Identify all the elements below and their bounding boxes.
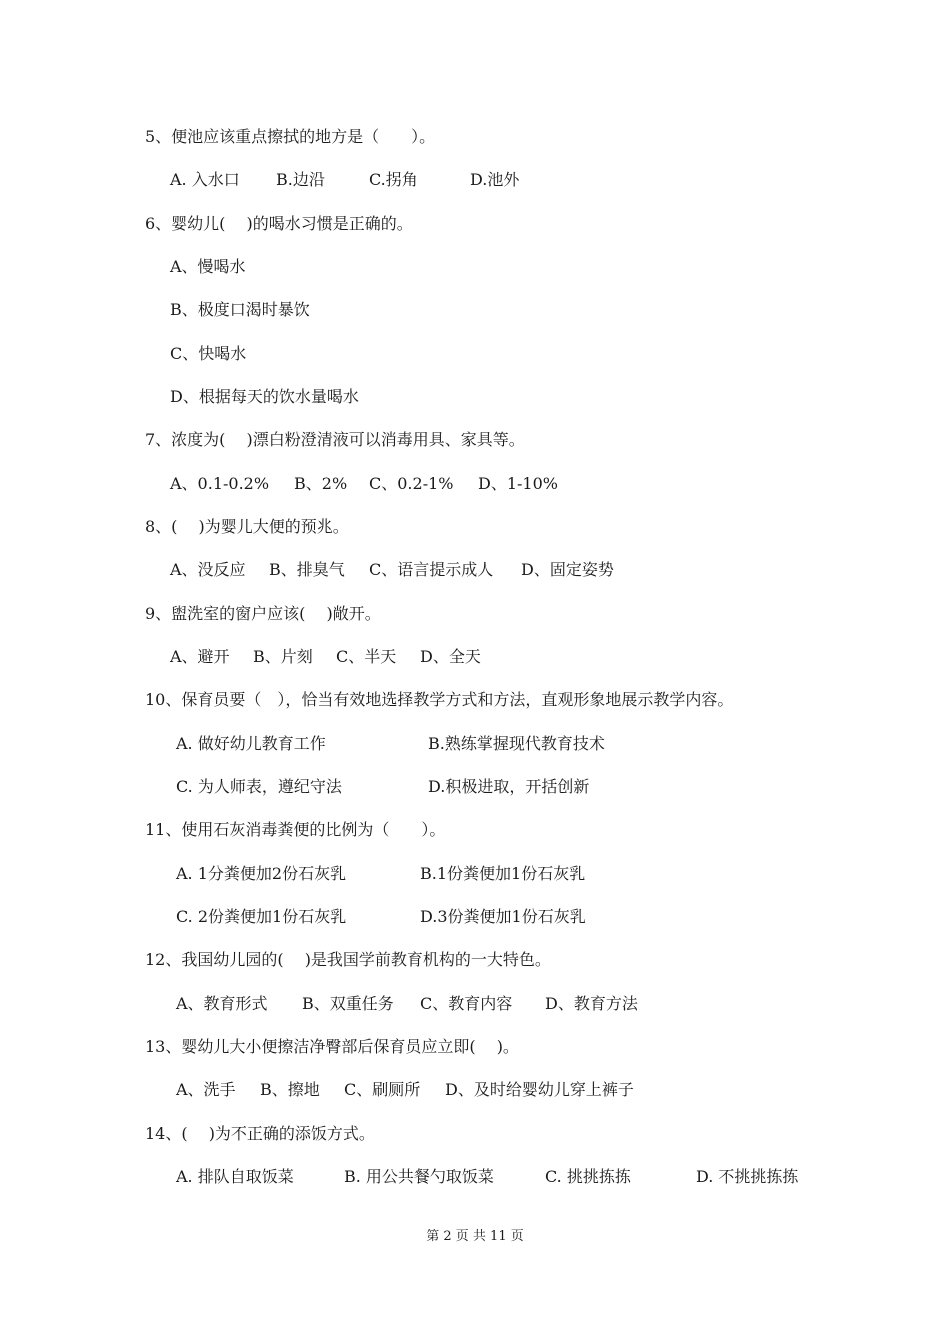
question-5-option-c: C.拐角 bbox=[369, 170, 418, 189]
question-10-option-b: B.熟练掌握现代教育技术 bbox=[428, 734, 605, 753]
question-7-option-c: C、0.2-1% bbox=[369, 474, 454, 493]
question-8-stem: 8、( )为婴儿大便的预兆。 bbox=[145, 517, 349, 536]
question-6-option-d: D、根据每天的饮水量喝水 bbox=[170, 387, 359, 406]
question-8-option-a: A、没反应 bbox=[170, 560, 246, 579]
question-14-option-b: B. 用公共餐勺取饭菜 bbox=[344, 1167, 494, 1186]
question-8-option-c: C、语言提示成人 bbox=[369, 560, 494, 579]
question-12-option-c: C、教育内容 bbox=[420, 994, 513, 1013]
question-10-option-d: D.积极进取，开括创新 bbox=[428, 777, 590, 796]
question-11-stem: 11、使用石灰消毒粪便的比例为（ ）。 bbox=[145, 820, 446, 839]
question-13-stem: 13、婴幼儿大小便擦洁净臀部后保育员应立即( )。 bbox=[145, 1037, 519, 1056]
question-6-option-a: A、慢喝水 bbox=[170, 257, 246, 276]
question-12-stem: 12、我国幼儿园的( )是我国学前教育机构的一大特色。 bbox=[145, 950, 551, 969]
question-13-option-b: B、擦地 bbox=[260, 1080, 320, 1099]
question-9-option-b: B、片刻 bbox=[253, 647, 313, 666]
question-13-option-a: A、洗手 bbox=[176, 1080, 236, 1099]
question-11-option-c: C. 2份粪便加1份石灰乳 bbox=[176, 907, 347, 926]
question-12-option-d: D、教育方法 bbox=[545, 994, 638, 1013]
question-10-stem: 10、保育员要（ ），恰当有效地选择教学方式和方法，直观形象地展示教学内容。 bbox=[145, 690, 734, 709]
question-8-option-d: D、固定姿势 bbox=[521, 560, 614, 579]
question-12-option-b: B、双重任务 bbox=[302, 994, 394, 1013]
question-7-option-d: D、1-10% bbox=[478, 474, 558, 493]
question-12-option-a: A、教育形式 bbox=[176, 994, 268, 1013]
question-10-option-a: A. 做好幼儿教育工作 bbox=[176, 734, 326, 753]
question-13-option-c: C、刷厕所 bbox=[344, 1080, 421, 1099]
question-14-option-c: C. 挑挑拣拣 bbox=[545, 1167, 631, 1186]
question-13-option-d: D、及时给婴幼儿穿上裤子 bbox=[445, 1080, 634, 1099]
question-14-stem: 14、( )为不正确的添饭方式。 bbox=[145, 1124, 375, 1143]
question-9-option-d: D、全天 bbox=[420, 647, 481, 666]
page-footer: 第 2 页 共 11 页 bbox=[426, 1229, 524, 1244]
question-10-option-c: C. 为人师表，遵纪守法 bbox=[176, 777, 342, 796]
question-9-stem: 9、盥洗室的窗户应该( )敞开。 bbox=[145, 604, 381, 623]
question-5-stem: 5、便池应该重点擦拭的地方是（ ）。 bbox=[145, 127, 436, 146]
question-8-option-b: B、排臭气 bbox=[269, 560, 345, 579]
question-6-option-c: C、快喝水 bbox=[170, 344, 247, 363]
question-11-option-b: B.1份粪便加1份石灰乳 bbox=[420, 864, 586, 883]
question-9-option-c: C、半天 bbox=[336, 647, 397, 666]
question-7-option-b: B、2% bbox=[294, 474, 348, 493]
question-14-option-d: D. 不挑挑拣拣 bbox=[696, 1167, 799, 1186]
question-9-option-a: A、避开 bbox=[170, 647, 230, 666]
question-6-stem: 6、婴幼儿( )的喝水习惯是正确的。 bbox=[145, 214, 413, 233]
question-7-option-a: A、0.1-0.2% bbox=[170, 474, 270, 493]
question-5-option-d: D.池外 bbox=[470, 170, 520, 189]
question-14-option-a: A. 排队自取饭菜 bbox=[176, 1167, 294, 1186]
question-11-option-d: D.3份粪便加1份石灰乳 bbox=[420, 907, 586, 926]
question-6-option-b: B、极度口渴时暴饮 bbox=[170, 300, 310, 319]
question-11-option-a: A. 1分粪便加2份石灰乳 bbox=[176, 864, 347, 883]
question-5-option-b: B.边沿 bbox=[276, 170, 325, 189]
question-5-option-a: A. 入水口 bbox=[170, 170, 240, 189]
question-7-stem: 7、浓度为( )漂白粉澄清液可以消毒用具、家具等。 bbox=[145, 430, 525, 449]
